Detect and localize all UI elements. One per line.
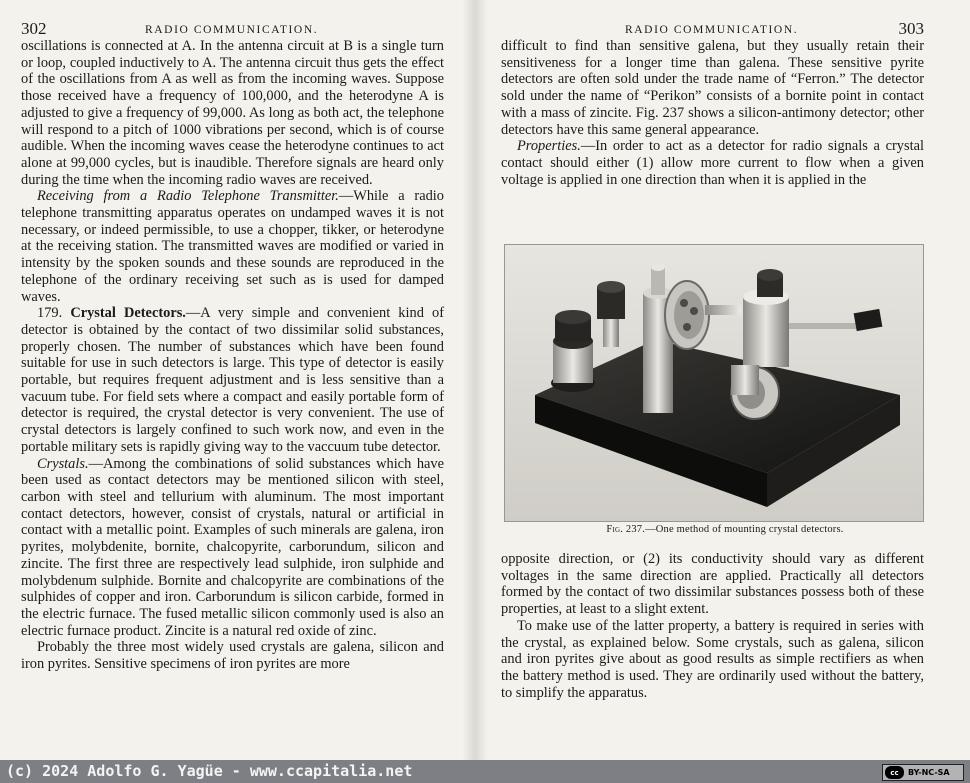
left-body-text — [21, 38, 444, 673]
section-heading: Crystal Detectors. — [70, 305, 186, 322]
copyright-notice: (c) 2024 Adolfo G. Yagüe - www.ccapitalia.net — [6, 762, 413, 780]
crystal-detector-photo — [504, 244, 924, 522]
left-running-head — [21, 0, 444, 38]
license-badge[interactable] — [882, 764, 964, 781]
paragraph: opposite direction, or (2) its conductivity should vary as different voltages in the same direction are applied. Practically all detectors formed by the contact of two dissimilar substances possess both of these properties, at least to a slight extent. — [501, 551, 924, 618]
paragraph: To make use of the latter property, a battery is required in series with the crystal, as explained below. Some crystals, such as galena, silicon and iron pyrites give about as good results as simple rectifiers as when the battery method is used. They are ordinarily used without the battery, to simplify the apparatus. — [501, 617, 924, 701]
figure-caption-text: —One method of mounting crystal detectors. — [645, 524, 844, 535]
watermark-bar — [0, 760, 970, 783]
license-text: BY-NC-SA — [908, 768, 950, 777]
left-page-number: 302 — [21, 19, 47, 38]
section-number: 179. — [37, 305, 63, 322]
left-running-title: RADIO COMMUNICATION. — [145, 24, 319, 36]
paragraph: difficult to find than sensitive galena, but they usually retain their sensitiveness for a longer time than galena. These sensitive pyrite detectors are often sold under the trade name of “Ferron.” The detector sold under the name of “Perikon” consists of a bornite point in contact with a mass of zincite. Fig. 237 shows a silicon-antimony detector; other detectors have this same general appearance. — [501, 38, 924, 138]
section-paragraph: 179. Crystal Detectors.—A very simple and convenient kind of detector is obtained by the contact of two dissimilar solid substances, properly chosen. The number of substances which have been found suitable for use in such detectors is large. This type of detector is easily portable, but requires frequent adjustment and is less sensitive than a vacuum tube. For field sets where a compact and easily portable form of detector is required, the crystal detector is very convenient. The use of crystal detectors is largely confined to such work now, and even in the portable military sets is rapidly giving way to the vaccuum tube detector. — [21, 305, 444, 455]
paragraph-lead: Crystals. — [37, 455, 89, 472]
creative-commons-icon: cc — [885, 766, 904, 779]
paragraph: Crystals.—Among the combinations of solid substances which have been used as contact detectors may be mentioned silicon with steel, carbon with steel and tellurium with aluminum. The most important contact detectors, however, consist of crystals, natural or artificial in contact with a metallic point. Examples of such minerals are galena, iron pyrites, molybdenite, bornite, chalcopyrite, carborundum, silicon and zincite. The first three are respectively lead sulphide, iron sulphide and molybdenum sulphide. Bornite and chalcopyrite are combinations of the sulphides of copper and iron. Carborundum is silicon carbide, formed in the electric furnace. The fused metallic silicon commonly used is also an electric furnace product. Zincite is a natural red oxide of zinc. — [21, 455, 444, 639]
paragraph-lead: Receiving from a Radio Telephone Transmitter. — [37, 188, 339, 205]
right-running-head — [501, 0, 924, 38]
right-running-title: RADIO COMMUNICATION. — [625, 24, 799, 36]
figure-label: Fig. 237. — [606, 524, 646, 535]
paragraph: Probably the three most widely used crystals are galena, silicon and iron pyrites. Sensitive specimens of iron pyrites are more — [21, 639, 444, 673]
paragraph: Properties.—In order to act as a detector for radio signals a crystal contact should either (1) allow more current to flow when a given voltage is applied in one direction than when it is applied in the — [501, 138, 924, 188]
paragraph: oscillations is connected at A. In the antenna circuit at B is a single turn or loop, coupled inductively to A. The antenna circuit thus gets the effect of the oscillations from A as well as from the incoming waves. Suppose those received have a frequency of 100,000, and the heterodyne A is adjusted to give a frequency of 99,000. As long as both act, the telephone will respond to a pitch of 1000 vibrations per second, which is of course audible. When the incoming waves cease the heterodyne continues to act alone at 99,000 cycles, but is inaudible. Therefore signals are heard only during the time when the incoming radio waves are received. — [21, 38, 444, 188]
paragraph: Receiving from a Radio Telephone Transmitter.—While a radio telephone transmitting apparatus operates on undamped waves it is not necessary, or indeed permissible, to use a chopper, tikker, or heterodyne at the receiving station. The transmitted waves are modified or varied in intensity by the spoken sounds and these sounds are reproduced in the telephone of the ordinary receiving set such as is used for damped waves. — [21, 188, 444, 305]
figure-caption — [480, 524, 970, 535]
right-body-text-top — [501, 38, 924, 188]
right-page-number: 303 — [898, 19, 924, 38]
paragraph-lead: Properties. — [517, 138, 581, 155]
left-page — [0, 0, 470, 760]
right-body-text-bottom — [501, 551, 924, 701]
